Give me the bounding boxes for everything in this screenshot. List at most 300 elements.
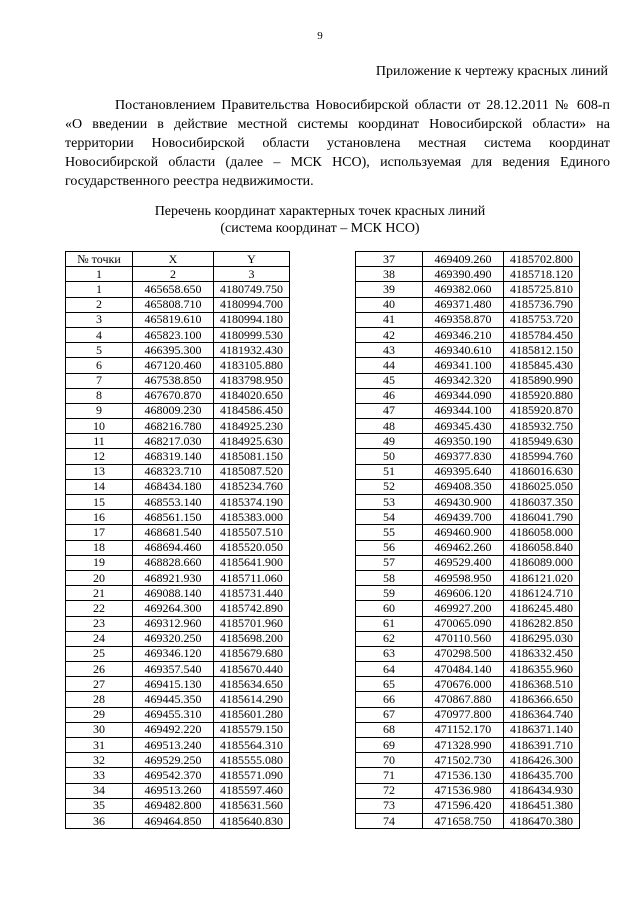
point-number-cell: 24 bbox=[66, 631, 133, 646]
table-row bbox=[66, 327, 290, 342]
y-coordinate-cell: 4185784.450 bbox=[504, 327, 580, 342]
x-coordinate-cell: 469482.800 bbox=[133, 798, 214, 813]
point-number-cell: 64 bbox=[356, 662, 423, 677]
y-coordinate-cell: 4185753.720 bbox=[504, 312, 580, 327]
table-row bbox=[356, 540, 580, 555]
table-row bbox=[356, 419, 580, 434]
x-coordinate-cell: 470484.140 bbox=[423, 662, 504, 677]
x-coordinate-cell: 469088.140 bbox=[133, 586, 214, 601]
y-coordinate-cell: 4186332.450 bbox=[504, 646, 580, 661]
y-coordinate-cell: 4183105.880 bbox=[214, 358, 290, 373]
table-row bbox=[66, 434, 290, 449]
y-coordinate-cell: 4185634.650 bbox=[214, 677, 290, 692]
y-coordinate-cell: 4185579.150 bbox=[214, 722, 290, 737]
table-row bbox=[356, 388, 580, 403]
table-row bbox=[356, 312, 580, 327]
y-coordinate-cell: 4186025.050 bbox=[504, 479, 580, 494]
x-coordinate-cell: 465823.100 bbox=[133, 327, 214, 342]
point-number-cell: 7 bbox=[66, 373, 133, 388]
page-number: 9 bbox=[317, 30, 323, 42]
coordinates-table-left bbox=[65, 251, 290, 829]
x-coordinate-cell: 470867.880 bbox=[423, 692, 504, 707]
table-row bbox=[66, 662, 290, 677]
y-coordinate-cell: 4186368.510 bbox=[504, 677, 580, 692]
x-coordinate-cell: 471536.980 bbox=[423, 783, 504, 798]
y-coordinate-cell: 4185932.750 bbox=[504, 419, 580, 434]
point-number-cell: 2 bbox=[66, 297, 133, 312]
point-number-cell: 35 bbox=[66, 798, 133, 813]
table-row bbox=[66, 358, 290, 373]
y-coordinate-cell: 4185698.200 bbox=[214, 631, 290, 646]
table-row bbox=[356, 434, 580, 449]
x-coordinate-cell: 468217.030 bbox=[133, 434, 214, 449]
table-row bbox=[356, 677, 580, 692]
point-number-cell: 20 bbox=[66, 570, 133, 585]
y-coordinate-cell: 4186435.700 bbox=[504, 768, 580, 783]
table-row bbox=[66, 525, 290, 540]
y-coordinate-cell: 4180994.700 bbox=[214, 297, 290, 312]
x-coordinate-cell: 471658.750 bbox=[423, 813, 504, 828]
y-coordinate-cell: 4186058.840 bbox=[504, 540, 580, 555]
x-coordinate-cell: 468434.180 bbox=[133, 479, 214, 494]
table-row bbox=[66, 616, 290, 631]
y-coordinate-cell: 4185731.440 bbox=[214, 586, 290, 601]
point-number-cell: 50 bbox=[356, 449, 423, 464]
y-coordinate-cell: 4186391.710 bbox=[504, 738, 580, 753]
table-row bbox=[66, 555, 290, 570]
point-number-cell: 16 bbox=[66, 510, 133, 525]
table-row bbox=[356, 601, 580, 616]
x-coordinate-cell: 469439.700 bbox=[423, 510, 504, 525]
y-coordinate-cell: 4185641.900 bbox=[214, 555, 290, 570]
x-coordinate-cell: 471536.130 bbox=[423, 768, 504, 783]
table-row bbox=[356, 495, 580, 510]
table-row bbox=[356, 403, 580, 418]
table-header-row bbox=[66, 252, 290, 267]
y-coordinate-cell: 3 bbox=[214, 267, 290, 282]
y-coordinate-cell: 4180994.180 bbox=[214, 312, 290, 327]
y-coordinate-cell: 4185234.760 bbox=[214, 479, 290, 494]
table-row bbox=[66, 586, 290, 601]
point-number-cell: 22 bbox=[66, 601, 133, 616]
x-coordinate-cell: 469345.430 bbox=[423, 419, 504, 434]
y-coordinate-cell: 4185081.150 bbox=[214, 449, 290, 464]
x-coordinate-cell: 469598.950 bbox=[423, 570, 504, 585]
point-number-cell: 26 bbox=[66, 662, 133, 677]
point-number-cell: 43 bbox=[356, 343, 423, 358]
y-coordinate-cell: 4186451.380 bbox=[504, 798, 580, 813]
x-coordinate-cell: 471328.990 bbox=[423, 738, 504, 753]
table-row bbox=[356, 798, 580, 813]
table-row bbox=[356, 343, 580, 358]
point-number-cell: 34 bbox=[66, 783, 133, 798]
table-row bbox=[66, 282, 290, 297]
x-coordinate-cell: 470110.560 bbox=[423, 631, 504, 646]
point-number-cell: 10 bbox=[66, 419, 133, 434]
y-coordinate-cell: 4186089.000 bbox=[504, 555, 580, 570]
point-number-cell: 45 bbox=[356, 373, 423, 388]
x-coordinate-cell: 470298.500 bbox=[423, 646, 504, 661]
table-row bbox=[66, 510, 290, 525]
x-coordinate-cell: 469357.540 bbox=[133, 662, 214, 677]
point-number-cell: 67 bbox=[356, 707, 423, 722]
point-number-cell: 54 bbox=[356, 510, 423, 525]
point-number-cell: 41 bbox=[356, 312, 423, 327]
y-coordinate-cell: 4185601.280 bbox=[214, 707, 290, 722]
table-row bbox=[66, 388, 290, 403]
point-number-cell: 31 bbox=[66, 738, 133, 753]
point-number-cell: 60 bbox=[356, 601, 423, 616]
y-coordinate-cell: 4181932.430 bbox=[214, 343, 290, 358]
table-row bbox=[356, 722, 580, 737]
x-coordinate-cell: 469462.260 bbox=[423, 540, 504, 555]
x-coordinate-cell: 469344.090 bbox=[423, 388, 504, 403]
table-row bbox=[356, 525, 580, 540]
heading-line-2: (система координат – МСК НСО) bbox=[220, 221, 420, 236]
point-number-cell: № точки bbox=[66, 252, 133, 267]
x-coordinate-cell: 469312.960 bbox=[133, 616, 214, 631]
table-row bbox=[66, 479, 290, 494]
point-number-cell: 58 bbox=[356, 570, 423, 585]
point-number-cell: 23 bbox=[66, 616, 133, 631]
x-coordinate-cell: 468828.660 bbox=[133, 555, 214, 570]
point-number-cell: 59 bbox=[356, 586, 423, 601]
x-coordinate-cell: 468319.140 bbox=[133, 449, 214, 464]
x-coordinate-cell: 469344.100 bbox=[423, 403, 504, 418]
point-number-cell: 51 bbox=[356, 464, 423, 479]
x-coordinate-cell: 468681.540 bbox=[133, 525, 214, 540]
table-row bbox=[66, 449, 290, 464]
y-coordinate-cell: 4185845.430 bbox=[504, 358, 580, 373]
point-number-cell: 9 bbox=[66, 403, 133, 418]
y-coordinate-cell: 4185555.080 bbox=[214, 753, 290, 768]
table-row bbox=[66, 419, 290, 434]
point-number-cell: 46 bbox=[356, 388, 423, 403]
table-row bbox=[356, 479, 580, 494]
point-number-cell: 61 bbox=[356, 616, 423, 631]
y-coordinate-cell: 4185742.890 bbox=[214, 601, 290, 616]
y-coordinate-cell: 4186124.710 bbox=[504, 586, 580, 601]
point-number-cell: 3 bbox=[66, 312, 133, 327]
y-coordinate-cell: 4185640.830 bbox=[214, 813, 290, 828]
point-number-cell: 27 bbox=[66, 677, 133, 692]
point-number-cell: 36 bbox=[66, 813, 133, 828]
y-coordinate-cell: 4184925.630 bbox=[214, 434, 290, 449]
y-coordinate-cell: 4186041.790 bbox=[504, 510, 580, 525]
point-number-cell: 17 bbox=[66, 525, 133, 540]
y-coordinate-cell: Y bbox=[214, 252, 290, 267]
table-row bbox=[356, 267, 580, 282]
y-coordinate-cell: 4186058.000 bbox=[504, 525, 580, 540]
x-coordinate-cell: 467538.850 bbox=[133, 373, 214, 388]
y-coordinate-cell: 4185571.090 bbox=[214, 768, 290, 783]
point-number-cell: 38 bbox=[356, 267, 423, 282]
intro-text: Постановлением Правительства Новосибирской области от 28.12.2011 № 608-п «О введении в действие местной системы координат Новосибирской области» на территории Новосибирской области установлена местная система координат Новосибирской области (далее – МСК НСО), используемая для ведения Единого государственного реестра недвижимости. bbox=[65, 98, 610, 189]
table-heading bbox=[0, 203, 640, 237]
point-number-cell: 32 bbox=[66, 753, 133, 768]
point-number-cell: 48 bbox=[356, 419, 423, 434]
point-number-cell: 70 bbox=[356, 753, 423, 768]
y-coordinate-cell: 4185383.000 bbox=[214, 510, 290, 525]
point-number-cell: 44 bbox=[356, 358, 423, 373]
x-coordinate-cell: 469346.120 bbox=[133, 646, 214, 661]
table-row bbox=[66, 343, 290, 358]
point-number-cell: 28 bbox=[66, 692, 133, 707]
table-row bbox=[66, 768, 290, 783]
x-coordinate-cell: 469492.220 bbox=[133, 722, 214, 737]
y-coordinate-cell: 4185702.800 bbox=[504, 252, 580, 267]
y-coordinate-cell: 4185994.760 bbox=[504, 449, 580, 464]
point-number-cell: 72 bbox=[356, 783, 423, 798]
point-number-cell: 1 bbox=[66, 267, 133, 282]
point-number-cell: 39 bbox=[356, 282, 423, 297]
point-number-cell: 11 bbox=[66, 434, 133, 449]
point-number-cell: 47 bbox=[356, 403, 423, 418]
table-row bbox=[66, 495, 290, 510]
point-number-cell: 42 bbox=[356, 327, 423, 342]
point-number-cell: 49 bbox=[356, 434, 423, 449]
appendix-title: Приложение к чертежу красных линий bbox=[375, 64, 608, 79]
table-row bbox=[66, 753, 290, 768]
x-coordinate-cell: 469606.120 bbox=[423, 586, 504, 601]
x-coordinate-cell: 470676.000 bbox=[423, 677, 504, 692]
point-number-cell: 66 bbox=[356, 692, 423, 707]
table-row bbox=[356, 449, 580, 464]
x-coordinate-cell: 465658.650 bbox=[133, 282, 214, 297]
x-coordinate-cell: 469341.100 bbox=[423, 358, 504, 373]
table-row bbox=[66, 798, 290, 813]
table-row bbox=[356, 464, 580, 479]
table-subheader-row bbox=[66, 267, 290, 282]
point-number-cell: 33 bbox=[66, 768, 133, 783]
point-number-cell: 29 bbox=[66, 707, 133, 722]
table-row bbox=[356, 297, 580, 312]
table-row bbox=[66, 692, 290, 707]
x-coordinate-cell: 469430.900 bbox=[423, 495, 504, 510]
x-coordinate-cell: 469460.900 bbox=[423, 525, 504, 540]
table-row bbox=[356, 510, 580, 525]
x-coordinate-cell: 465808.710 bbox=[133, 297, 214, 312]
y-coordinate-cell: 4186016.630 bbox=[504, 464, 580, 479]
table-row bbox=[66, 312, 290, 327]
x-coordinate-cell: 469390.490 bbox=[423, 267, 504, 282]
point-number-cell: 55 bbox=[356, 525, 423, 540]
y-coordinate-cell: 4185631.560 bbox=[214, 798, 290, 813]
table-row bbox=[356, 555, 580, 570]
point-number-cell: 1 bbox=[66, 282, 133, 297]
y-coordinate-cell: 4186121.020 bbox=[504, 570, 580, 585]
table-row bbox=[66, 297, 290, 312]
y-coordinate-cell: 4185564.310 bbox=[214, 738, 290, 753]
table-row bbox=[356, 282, 580, 297]
y-coordinate-cell: 4185614.290 bbox=[214, 692, 290, 707]
x-coordinate-cell: 469377.830 bbox=[423, 449, 504, 464]
y-coordinate-cell: 4180749.750 bbox=[214, 282, 290, 297]
table-row bbox=[66, 738, 290, 753]
intro-paragraph bbox=[65, 96, 610, 191]
x-coordinate-cell: 470977.800 bbox=[423, 707, 504, 722]
point-number-cell: 74 bbox=[356, 813, 423, 828]
y-coordinate-cell: 4186355.960 bbox=[504, 662, 580, 677]
table-row bbox=[66, 373, 290, 388]
y-coordinate-cell: 4185920.880 bbox=[504, 388, 580, 403]
table-row bbox=[356, 707, 580, 722]
table-row bbox=[66, 464, 290, 479]
table-row bbox=[356, 692, 580, 707]
table-row bbox=[66, 403, 290, 418]
y-coordinate-cell: 4185670.440 bbox=[214, 662, 290, 677]
point-number-cell: 63 bbox=[356, 646, 423, 661]
point-number-cell: 62 bbox=[356, 631, 423, 646]
point-number-cell: 73 bbox=[356, 798, 423, 813]
y-coordinate-cell: 4185087.520 bbox=[214, 464, 290, 479]
y-coordinate-cell: 4185520.050 bbox=[214, 540, 290, 555]
y-coordinate-cell: 4185679.680 bbox=[214, 646, 290, 661]
y-coordinate-cell: 4184925.230 bbox=[214, 419, 290, 434]
x-coordinate-cell: 468561.150 bbox=[133, 510, 214, 525]
point-number-cell: 40 bbox=[356, 297, 423, 312]
x-coordinate-cell: 469350.190 bbox=[423, 434, 504, 449]
y-coordinate-cell: 4186037.350 bbox=[504, 495, 580, 510]
table-row bbox=[66, 646, 290, 661]
point-number-cell: 6 bbox=[66, 358, 133, 373]
table-row bbox=[66, 540, 290, 555]
y-coordinate-cell: 4185812.150 bbox=[504, 343, 580, 358]
table-row bbox=[356, 616, 580, 631]
y-coordinate-cell: 4184020.650 bbox=[214, 388, 290, 403]
point-number-cell: 57 bbox=[356, 555, 423, 570]
x-coordinate-cell: 469346.210 bbox=[423, 327, 504, 342]
y-coordinate-cell: 4186364.740 bbox=[504, 707, 580, 722]
x-coordinate-cell: 469264.300 bbox=[133, 601, 214, 616]
y-coordinate-cell: 4184586.450 bbox=[214, 403, 290, 418]
table-row bbox=[356, 570, 580, 585]
y-coordinate-cell: 4185711.060 bbox=[214, 570, 290, 585]
table-row bbox=[356, 768, 580, 783]
x-coordinate-cell: 471502.730 bbox=[423, 753, 504, 768]
y-coordinate-cell: 4185718.120 bbox=[504, 267, 580, 282]
point-number-cell: 69 bbox=[356, 738, 423, 753]
x-coordinate-cell: 468323.710 bbox=[133, 464, 214, 479]
table-row bbox=[356, 586, 580, 601]
y-coordinate-cell: 4185725.810 bbox=[504, 282, 580, 297]
table-row bbox=[66, 601, 290, 616]
point-number-cell: 71 bbox=[356, 768, 423, 783]
x-coordinate-cell: 2 bbox=[133, 267, 214, 282]
x-coordinate-cell: 470065.090 bbox=[423, 616, 504, 631]
y-coordinate-cell: 4186366.650 bbox=[504, 692, 580, 707]
x-coordinate-cell: 469371.480 bbox=[423, 297, 504, 312]
x-coordinate-cell: 469529.250 bbox=[133, 753, 214, 768]
x-coordinate-cell: 466395.300 bbox=[133, 343, 214, 358]
point-number-cell: 37 bbox=[356, 252, 423, 267]
x-coordinate-cell: 469529.400 bbox=[423, 555, 504, 570]
point-number-cell: 5 bbox=[66, 343, 133, 358]
x-coordinate-cell: 468921.930 bbox=[133, 570, 214, 585]
point-number-cell: 14 bbox=[66, 479, 133, 494]
y-coordinate-cell: 4180999.530 bbox=[214, 327, 290, 342]
x-coordinate-cell: 469464.850 bbox=[133, 813, 214, 828]
y-coordinate-cell: 4185597.460 bbox=[214, 783, 290, 798]
y-coordinate-cell: 4186426.300 bbox=[504, 753, 580, 768]
x-coordinate-cell: 467670.870 bbox=[133, 388, 214, 403]
x-coordinate-cell: 469415.130 bbox=[133, 677, 214, 692]
point-number-cell: 53 bbox=[356, 495, 423, 510]
table-row bbox=[356, 373, 580, 388]
x-coordinate-cell: 469340.610 bbox=[423, 343, 504, 358]
point-number-cell: 52 bbox=[356, 479, 423, 494]
table-row bbox=[356, 662, 580, 677]
point-number-cell: 30 bbox=[66, 722, 133, 737]
point-number-cell: 15 bbox=[66, 495, 133, 510]
x-coordinate-cell: 469455.310 bbox=[133, 707, 214, 722]
table-row bbox=[356, 631, 580, 646]
heading-line-1: Перечень координат характерных точек красных линий bbox=[154, 204, 486, 219]
x-coordinate-cell: 465819.610 bbox=[133, 312, 214, 327]
point-number-cell: 56 bbox=[356, 540, 423, 555]
x-coordinate-cell: 469927.200 bbox=[423, 601, 504, 616]
x-coordinate-cell: 471596.420 bbox=[423, 798, 504, 813]
y-coordinate-cell: 4185920.870 bbox=[504, 403, 580, 418]
table-row bbox=[356, 813, 580, 828]
y-coordinate-cell: 4185374.190 bbox=[214, 495, 290, 510]
point-number-cell: 65 bbox=[356, 677, 423, 692]
point-number-cell: 13 bbox=[66, 464, 133, 479]
table-row bbox=[66, 631, 290, 646]
y-coordinate-cell: 4185736.790 bbox=[504, 297, 580, 312]
table-row bbox=[356, 327, 580, 342]
x-coordinate-cell: 468216.780 bbox=[133, 419, 214, 434]
table-row bbox=[356, 783, 580, 798]
table-row bbox=[356, 252, 580, 267]
table-row bbox=[66, 677, 290, 692]
y-coordinate-cell: 4186245.480 bbox=[504, 601, 580, 616]
y-coordinate-cell: 4186371.140 bbox=[504, 722, 580, 737]
x-coordinate-cell: 469409.260 bbox=[423, 252, 504, 267]
point-number-cell: 4 bbox=[66, 327, 133, 342]
table-row bbox=[356, 646, 580, 661]
x-coordinate-cell: X bbox=[133, 252, 214, 267]
point-number-cell: 12 bbox=[66, 449, 133, 464]
table-row bbox=[66, 722, 290, 737]
x-coordinate-cell: 469445.350 bbox=[133, 692, 214, 707]
point-number-cell: 21 bbox=[66, 586, 133, 601]
table-row bbox=[66, 707, 290, 722]
coordinates-table-right bbox=[355, 251, 580, 829]
y-coordinate-cell: 4186282.850 bbox=[504, 616, 580, 631]
table-row bbox=[66, 813, 290, 828]
x-coordinate-cell: 469513.260 bbox=[133, 783, 214, 798]
point-number-cell: 25 bbox=[66, 646, 133, 661]
y-coordinate-cell: 4185701.960 bbox=[214, 616, 290, 631]
x-coordinate-cell: 469513.240 bbox=[133, 738, 214, 753]
x-coordinate-cell: 469542.370 bbox=[133, 768, 214, 783]
x-coordinate-cell: 467120.460 bbox=[133, 358, 214, 373]
x-coordinate-cell: 469395.640 bbox=[423, 464, 504, 479]
y-coordinate-cell: 4185507.510 bbox=[214, 525, 290, 540]
table-row bbox=[66, 570, 290, 585]
point-number-cell: 18 bbox=[66, 540, 133, 555]
y-coordinate-cell: 4186295.030 bbox=[504, 631, 580, 646]
y-coordinate-cell: 4186434.930 bbox=[504, 783, 580, 798]
table-row bbox=[356, 358, 580, 373]
x-coordinate-cell: 469382.060 bbox=[423, 282, 504, 297]
x-coordinate-cell: 468009.230 bbox=[133, 403, 214, 418]
y-coordinate-cell: 4183798.950 bbox=[214, 373, 290, 388]
y-coordinate-cell: 4186470.380 bbox=[504, 813, 580, 828]
x-coordinate-cell: 469320.250 bbox=[133, 631, 214, 646]
y-coordinate-cell: 4185949.630 bbox=[504, 434, 580, 449]
